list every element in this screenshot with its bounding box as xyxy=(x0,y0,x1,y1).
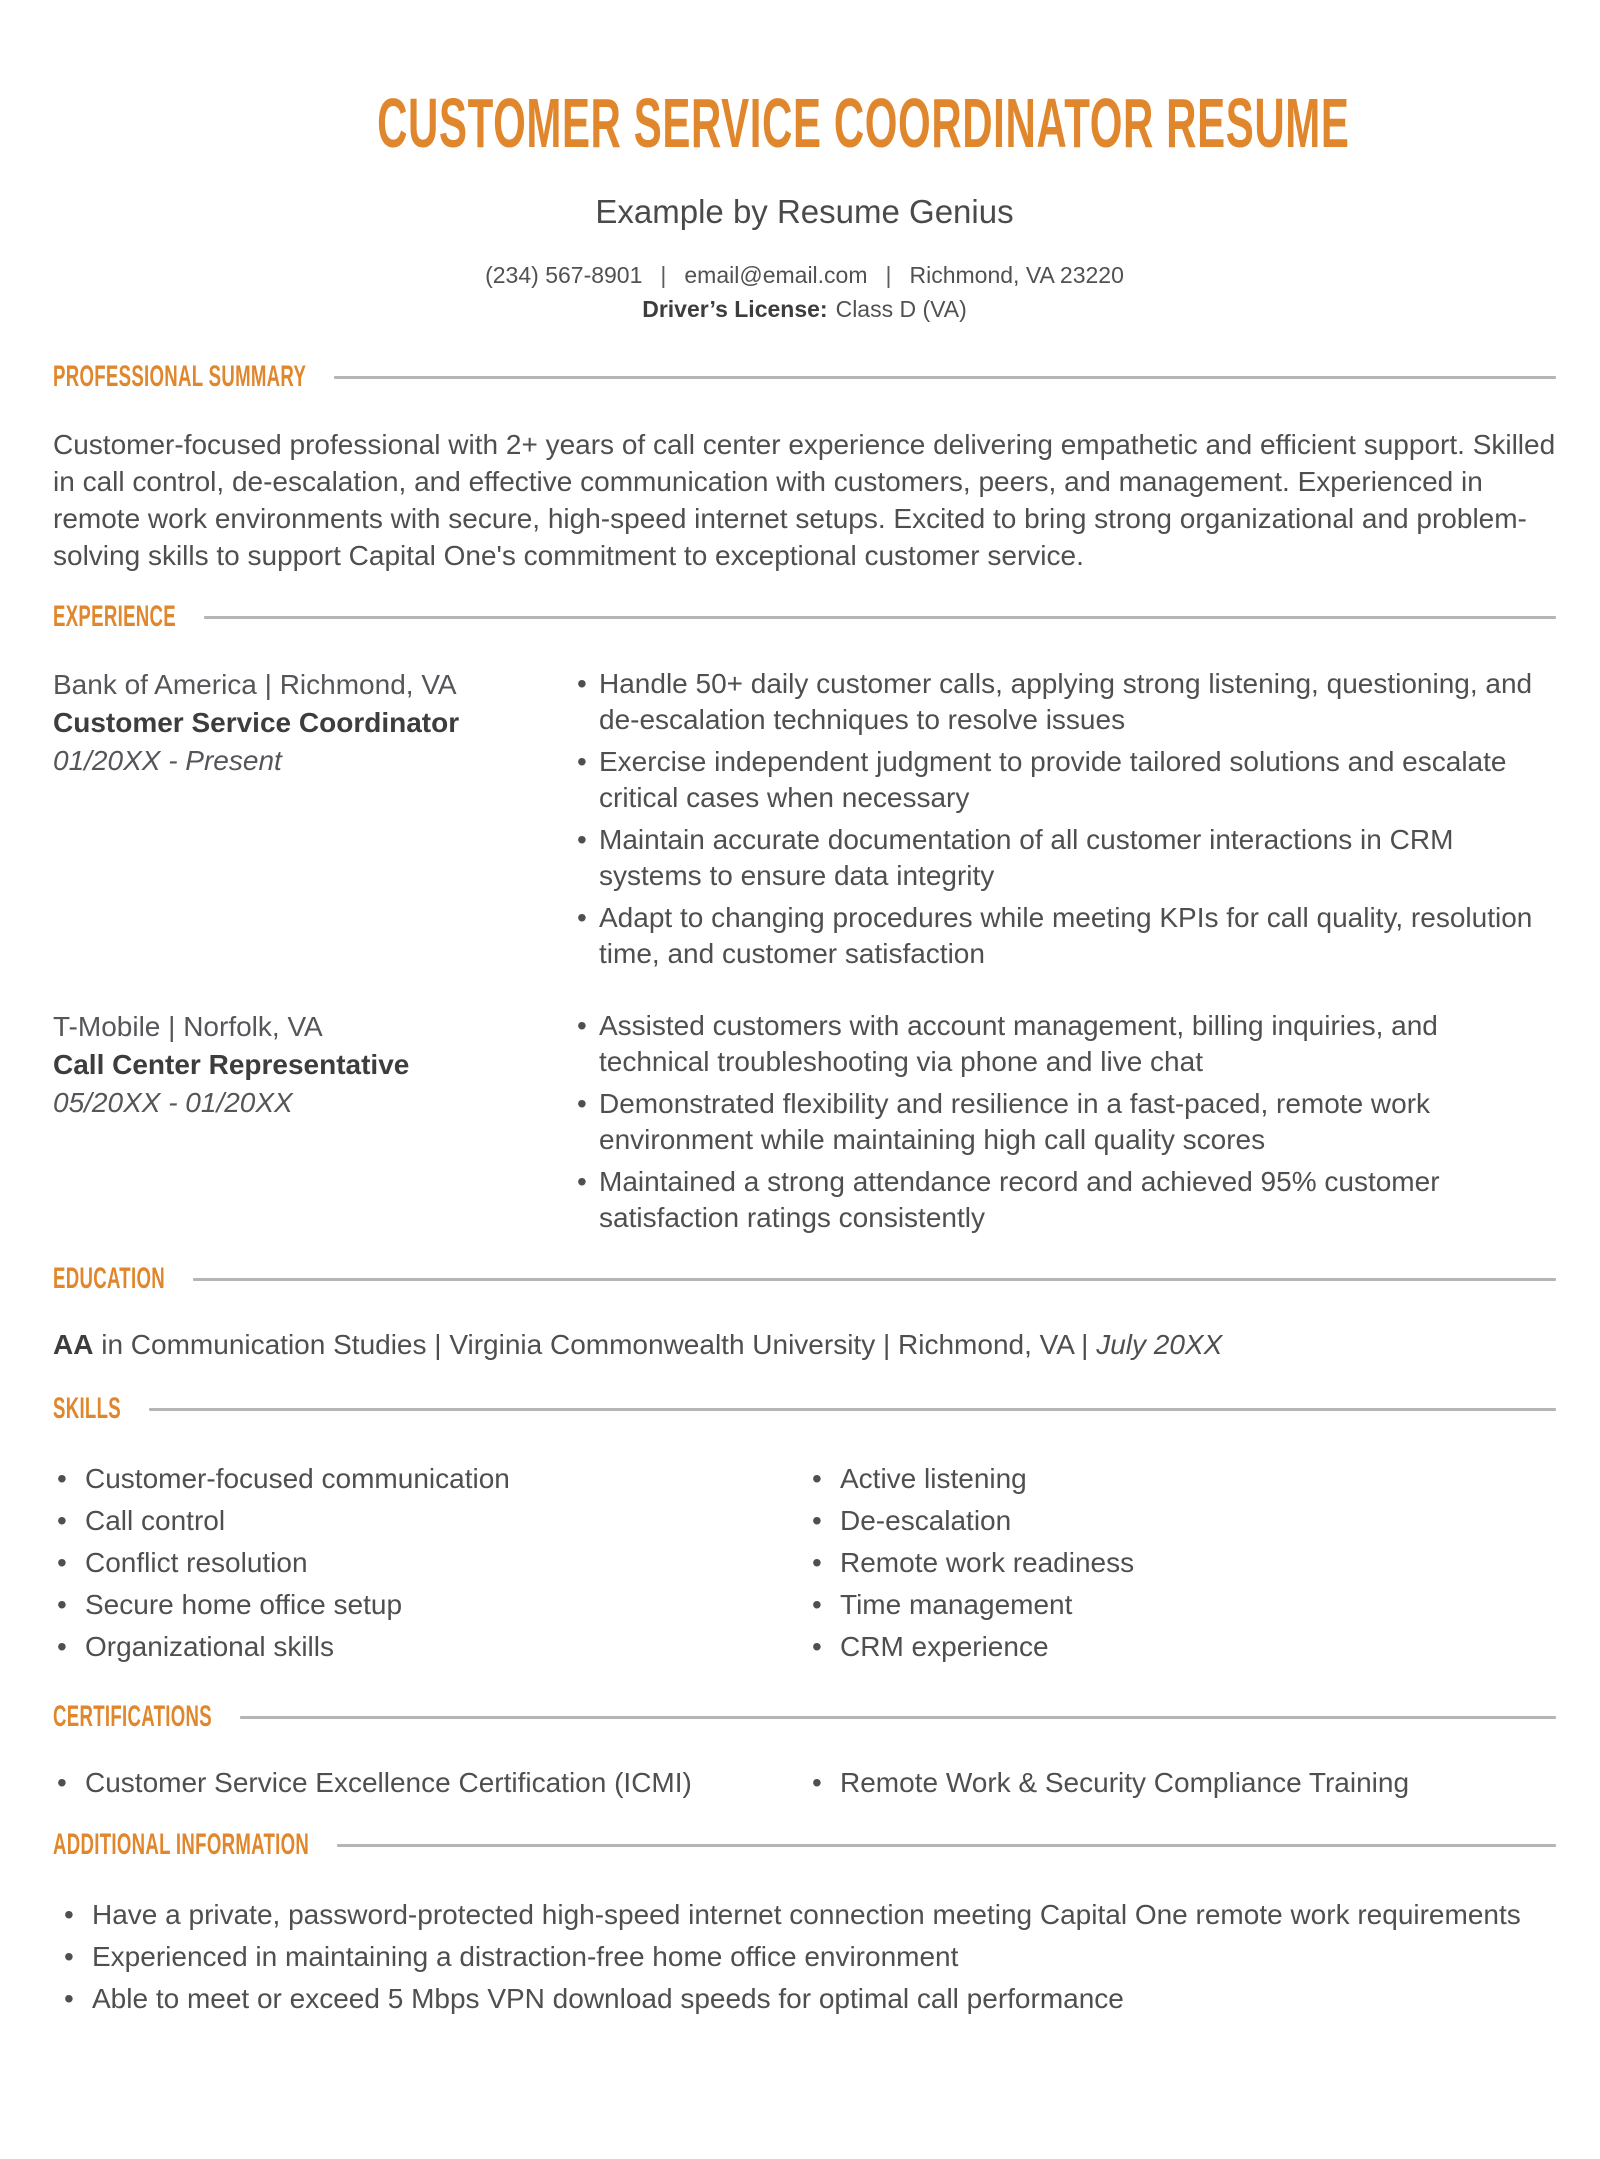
heading-wrap xyxy=(53,602,176,632)
additional-info-list xyxy=(53,1900,1556,2014)
heading-rule xyxy=(337,1844,1556,1847)
job-list xyxy=(53,666,1556,1236)
contact-line xyxy=(53,260,1556,290)
drivers-license-line xyxy=(53,294,1556,324)
job-dates: 05/20XX - 01/20XX xyxy=(53,1087,293,1118)
education-degree: AA xyxy=(53,1329,94,1360)
skill-item: • Call control xyxy=(57,1506,808,1536)
job-title: Customer Service Coordinator xyxy=(53,707,460,738)
heading-wrap xyxy=(53,1830,309,1860)
education-date: July 20XX xyxy=(1096,1329,1223,1360)
section-heading: CERTIFICATIONS xyxy=(53,1700,212,1733)
education-details: in Communication Studies | Virginia Commonwealth University | Richmond, VA | xyxy=(101,1329,1089,1360)
skill-item: • Remote work readiness xyxy=(812,1548,1556,1578)
skill-item: • Customer-focused communication xyxy=(57,1464,808,1494)
heading-rule xyxy=(204,616,1556,619)
skill-item: • Active listening xyxy=(812,1464,1556,1494)
job-meta xyxy=(53,666,577,972)
job-title: Call Center Representative xyxy=(53,1049,410,1080)
section-heading-row xyxy=(53,1830,1556,1860)
certifications-column-right xyxy=(808,1768,1556,1798)
job-bullet: • Maintain accurate documentation of all customer interactions in CRM systems to ensure data integrity xyxy=(577,822,1556,894)
certifications-columns xyxy=(53,1768,1556,1798)
resume-subtitle: Example by Resume Genius xyxy=(595,193,1014,230)
job-bullet: • Adapt to changing procedures while meeting KPIs for call quality, resolution time, and customer satisfaction xyxy=(577,900,1556,972)
job-bullet: • Handle 50+ daily customer calls, applying strong listening, questioning, and de-escalation techniques to resolve issues xyxy=(577,666,1556,738)
resume-header xyxy=(53,84,1556,178)
job-bullet-list xyxy=(577,666,1556,972)
phone-number: (234) 567-8901 xyxy=(485,262,643,288)
job-bullet: • Maintained a strong attendance record and achieved 95% customer satisfaction ratings consistently xyxy=(577,1164,1556,1236)
summary-paragraph: Customer-focused professional with 2+ years of call center experience delivering empathetic and efficient support. Skilled in call control, de-escalation, and effective communication with customers, peers, and management. Experienced in remote work environments with secure, high-speed internet setups. Excited to bring strong organizational and problem-solving skills to support Capital One's commitment to exceptional customer service. xyxy=(53,429,1556,571)
additional-info-item: • Have a private, password-protected high-speed internet connection meeting Capital One remote work requirements xyxy=(64,1900,1556,1930)
separator: | xyxy=(885,262,892,288)
heading-rule xyxy=(193,1278,1556,1281)
job-dates: 01/20XX - Present xyxy=(53,745,282,776)
drivers-license-label: Driver’s License: xyxy=(642,296,828,322)
job-bullet: • Exercise independent judgment to provide tailored solutions and escalate critical cases when necessary xyxy=(577,744,1556,816)
heading-wrap xyxy=(53,1264,165,1294)
page-title: CUSTOMER SERVICE COORDINATOR RESUME xyxy=(377,84,1350,162)
section-heading: EXPERIENCE xyxy=(53,600,177,633)
location-text: Richmond, VA 23220 xyxy=(909,262,1124,288)
skills-column-left xyxy=(53,1464,808,1662)
section-certifications xyxy=(53,1702,1556,1798)
section-heading-row xyxy=(53,1264,1556,1294)
skill-item: • Organizational skills xyxy=(57,1632,808,1662)
heading-rule xyxy=(149,1408,1556,1411)
resume-page xyxy=(0,84,1600,2159)
skills-columns xyxy=(53,1464,1556,1662)
section-additional-information xyxy=(53,1830,1556,2014)
skill-item: • De-escalation xyxy=(812,1506,1556,1536)
job-entry xyxy=(53,666,1556,972)
job-bullet-list xyxy=(577,1008,1556,1236)
job-bullet: • Demonstrated flexibility and resilience in a fast-paced, remote work environment while maintaining high call quality scores xyxy=(577,1086,1556,1158)
heading-wrap xyxy=(53,362,306,392)
heading-wrap xyxy=(53,1702,212,1732)
section-heading-row xyxy=(53,602,1556,632)
heading-wrap xyxy=(53,1394,121,1424)
skills-column-right xyxy=(808,1464,1556,1662)
skill-item: • Time management xyxy=(812,1590,1556,1620)
job-meta xyxy=(53,1008,577,1236)
section-education xyxy=(53,1264,1556,1362)
drivers-license-value: Class D (VA) xyxy=(835,296,967,322)
section-heading-row xyxy=(53,362,1556,392)
additional-info-item: • Able to meet or exceed 5 Mbps VPN download speeds for optimal call performance xyxy=(64,1984,1556,2014)
certifications-column-left xyxy=(53,1768,808,1798)
job-company-location: Bank of America | Richmond, VA xyxy=(53,669,457,700)
skill-item: • Secure home office setup xyxy=(57,1590,808,1620)
section-heading: PROFESSIONAL SUMMARY xyxy=(53,360,307,393)
section-experience xyxy=(53,602,1556,1236)
section-heading-row xyxy=(53,1394,1556,1424)
email-address: email@email.com xyxy=(684,262,868,288)
job-entry xyxy=(53,1008,1556,1236)
section-heading: ADDITIONAL INFORMATION xyxy=(53,1828,310,1861)
heading-rule xyxy=(240,1716,1556,1719)
skill-item: • CRM experience xyxy=(812,1632,1556,1662)
skill-item: • Conflict resolution xyxy=(57,1548,808,1578)
section-skills xyxy=(53,1394,1556,1662)
section-professional-summary xyxy=(53,362,1556,574)
job-bullet: • Assisted customers with account management, billing inquiries, and technical troubleshooting via phone and live chat xyxy=(577,1008,1556,1080)
certification-item: • Remote Work & Security Compliance Training xyxy=(812,1768,1556,1798)
certification-item: • Customer Service Excellence Certification (ICMI) xyxy=(57,1768,808,1798)
job-company-location: T-Mobile | Norfolk, VA xyxy=(53,1011,323,1042)
heading-rule xyxy=(334,376,1556,379)
section-heading: SKILLS xyxy=(53,1392,121,1425)
education-entry xyxy=(53,1328,1556,1362)
separator: | xyxy=(660,262,667,288)
section-heading: EDUCATION xyxy=(53,1262,165,1295)
section-heading-row xyxy=(53,1702,1556,1732)
additional-info-item: • Experienced in maintaining a distraction-free home office environment xyxy=(64,1942,1556,1972)
